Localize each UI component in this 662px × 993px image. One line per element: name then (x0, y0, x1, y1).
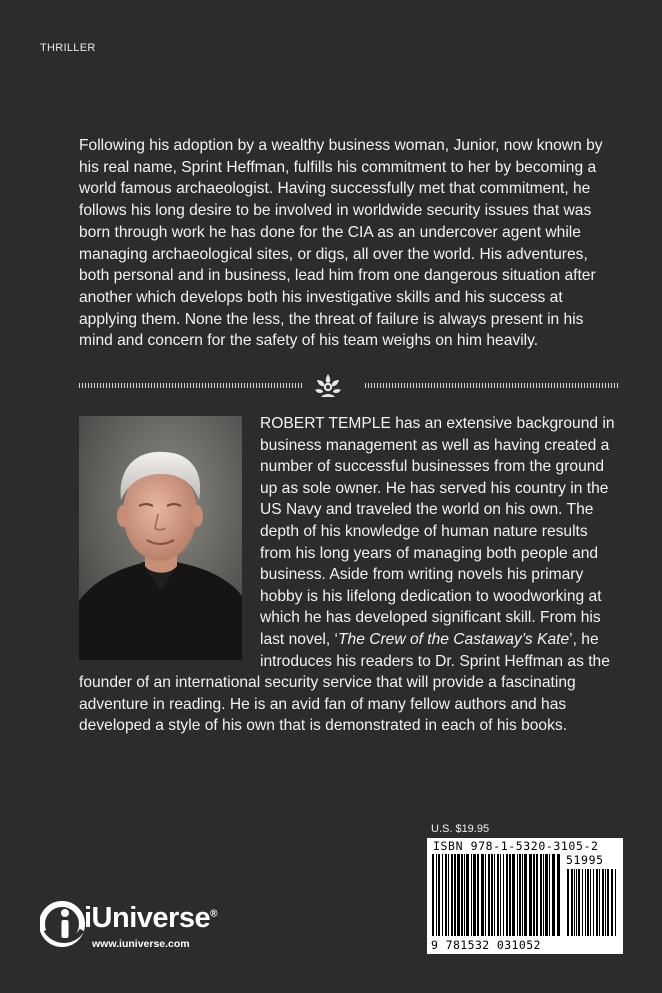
iuniverse-swirl-icon (40, 900, 90, 950)
genre-label: THRILLER (40, 42, 96, 54)
photo-spacer (79, 413, 242, 660)
bio-text-part2: ’, he introduces his readers to Dr. Sprint Heffman as the founder of an international security service that will provide a fascinating adventure in reading. He is an avid fan of many fellow authors and has developed a style of his own that is demonstrated in each of his books. (79, 630, 610, 735)
divider-rule-right (365, 383, 619, 388)
price-label: U.S. $19.95 (431, 823, 490, 835)
bio-book-title: The Crew of the Castaway’s Kate (338, 630, 570, 648)
lotus-ornament-icon (312, 372, 344, 400)
isbn-barcode (427, 838, 623, 954)
author-bio (79, 413, 619, 737)
ornamental-divider (79, 372, 619, 400)
publisher-logo (40, 900, 280, 960)
bio-text-part1: ROBERT TEMPLE has an extensive background in business management as well as having created a number of successful businesses from the ground up as sole owner. He has served his country in the US Navy and traveled the world on his own. The depth of his knowledge of human nature results from his long years of managing both people and business. Aside from writing novels his primary hobby is his lifelong dedication to woodworking at which he has developed significant skill. From his last novel, ‘ (260, 415, 615, 648)
isbn-label: ISBN 978-1-5320-3105-2 (433, 839, 599, 853)
barcode-bars (427, 838, 623, 954)
barcode-digits: 9 781532 031052 (431, 938, 541, 952)
book-blurb: Following his adoption by a wealthy business woman, Junior, now known by his real name, Sprint Heffman, fulfills his commitment to her by becoming a world famous archaeologist. Having successfully met that commitment, he follows his long desire to be involved in worldwide security issues that was born through work he has done for the CIA as an undercover agent while managing archaeological sites, or digs, all over the world. His adventures, both personal and in business, lead him from one dangerous situation after another which develops both his investigative skills and his success at applying them. None the less, the threat of failure is always present in his mind and concern for the safety of his team weighs on him heavily. (79, 137, 603, 350)
publisher-name: iUniverse® (84, 902, 217, 934)
divider-rule-left (79, 383, 303, 388)
barcode-addon-digits: 51995 (566, 853, 604, 867)
publisher-url: www.iuniverse.com (92, 938, 190, 950)
